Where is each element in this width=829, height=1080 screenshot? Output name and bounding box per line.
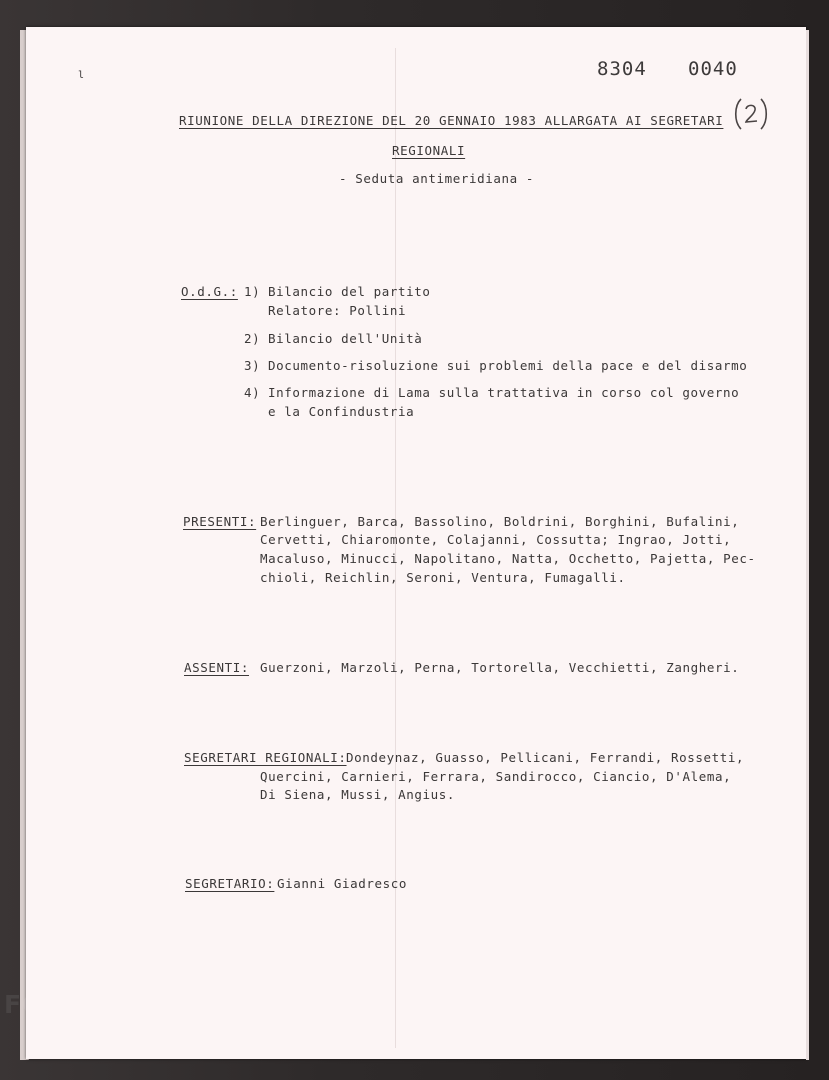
agenda-item-text: Informazione di Lama sulla trattativa in corso col governo	[268, 385, 740, 400]
agenda-item-text: Bilancio dell'Unità	[268, 331, 423, 346]
agenda-item-rapporteur: Relatore: Pollini	[268, 303, 407, 318]
archive-number-2: 0040	[688, 58, 738, 80]
regional-secretaries-names-line: Dondeynaz, Guasso, Pellicani, Ferrandi, Rossetti,	[346, 750, 745, 765]
present-names-line: Berlinguer, Barca, Bassolino, Boldrini, Borghini, Bufalini,	[260, 514, 740, 529]
agenda-item-number: 4)	[244, 385, 261, 400]
present-names-line: chioli, Reichlin, Seroni, Ventura, Fumagalli.	[260, 570, 626, 585]
archive-watermark: FONDAZIONE	[4, 990, 201, 1019]
meeting-title-continued: REGIONALI	[392, 143, 466, 158]
absent-names: Guerzoni, Marzoli, Perna, Tortorella, Vecchietti, Zangheri.	[260, 660, 740, 675]
session-subtitle: - Seduta antimeridiana -	[339, 171, 535, 186]
meeting-title: RIUNIONE DELLA DIREZIONE DEL 20 GENNAIO 1983 ALLARGATA AI SEGRETARI	[179, 113, 724, 128]
agenda-item-text-continued: e la Confindustria	[268, 404, 415, 419]
handwritten-page-mark	[732, 96, 770, 132]
agenda-item-text: Bilancio del partito	[268, 284, 431, 299]
regional-secretaries-names-line: Quercini, Carnieri, Ferrara, Sandirocco, Ciancio, D'Alema,	[260, 769, 732, 784]
agenda-item-number: 1)	[244, 284, 261, 299]
agenda-item-number: 3)	[244, 358, 261, 373]
regional-secretaries-names-line: Di Siena, Mussi, Angius.	[260, 787, 456, 802]
regional-secretaries-label: SEGRETARI REGIONALI:	[184, 750, 347, 765]
present-names-line: Macaluso, Minucci, Napolitano, Natta, Occhetto, Pajetta, Pec-	[260, 551, 756, 566]
agenda-label: O.d.G.:	[181, 284, 238, 299]
agenda-item-number: 2)	[244, 331, 261, 346]
page-right-edge	[806, 30, 809, 1060]
page-fold-line	[395, 48, 396, 1048]
secretary-name: Gianni Giadresco	[277, 876, 408, 891]
present-names-line: Cervetti, Chiaromonte, Colajanni, Cossutta; Ingrao, Jotti,	[260, 532, 732, 547]
archive-number-1: 8304	[597, 58, 647, 80]
present-label: PRESENTI:	[183, 514, 257, 529]
margin-mark: l	[78, 70, 85, 81]
absent-label: ASSENTI:	[184, 660, 250, 675]
agenda-item-text: Documento-risoluzione sui problemi della pace e del disarmo	[268, 358, 748, 373]
secretary-label: SEGRETARIO:	[185, 876, 275, 891]
